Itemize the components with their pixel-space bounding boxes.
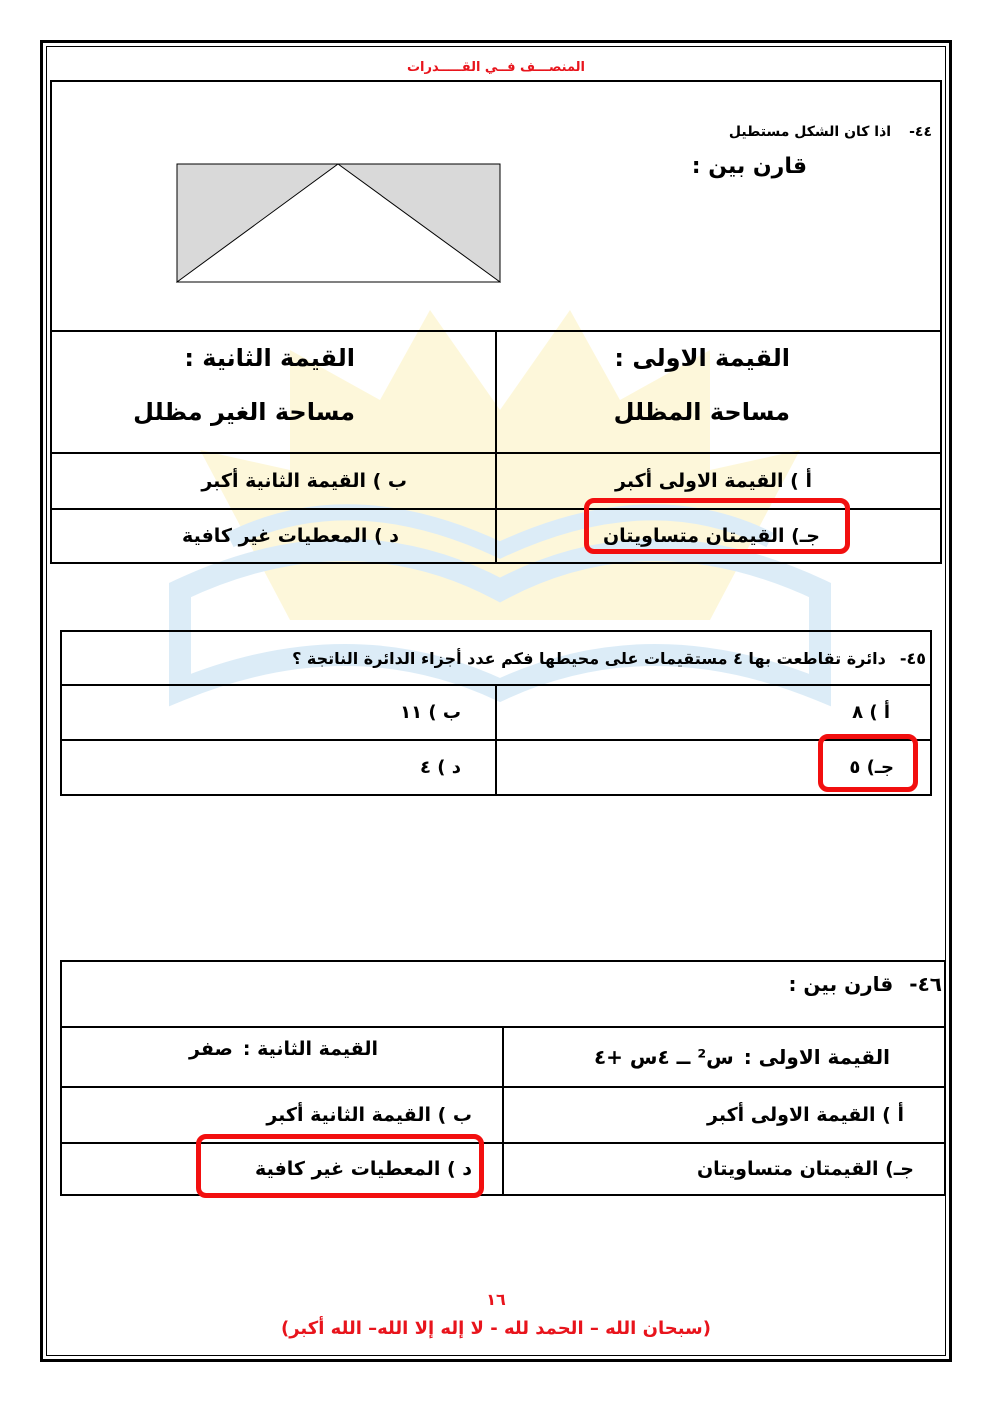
q44-compare-label: قارن بين :	[691, 154, 807, 179]
question-number: ٤٤-	[909, 124, 932, 140]
q45-question-cell	[61, 631, 931, 685]
question-number: ٤٥-	[899, 648, 926, 668]
question-text: دائرة تقاطعت بها ٤ مستقيمات على محيطها فكم عدد أجزاء الدائرة الناتجة ؟	[292, 648, 886, 668]
q46-answer-highlight	[196, 1134, 484, 1198]
q45-option-c[interactable]: جـ) ٥	[496, 740, 931, 795]
value2-text: مساحة الغير مظلل	[133, 398, 355, 426]
value2-text: صفر	[189, 1038, 233, 1060]
q44-prompt-line	[729, 124, 932, 140]
q45-option-a[interactable]: أ ) ٨	[496, 685, 931, 740]
q44-answer-highlight	[584, 498, 850, 554]
q46-option-b[interactable]: ب ) القيمة الثانية أكبر	[61, 1087, 503, 1143]
page-number: ١٦	[486, 1290, 506, 1309]
rectangle-triangle-figure	[176, 163, 501, 283]
value2-label: القيمة الثانية :	[242, 1038, 378, 1060]
q45-options-table	[60, 630, 932, 796]
page-header: المنصـــف فــي القـــــدرات	[406, 60, 585, 75]
value1-expression: س² ــ ٤س +٤	[593, 1045, 734, 1069]
footer-dhikr: (سبحان الله – الحمد لله - لا إله إلا الله– الله أكبر)	[281, 1318, 711, 1339]
q46-value1-cell	[503, 1027, 945, 1087]
q44-option-a[interactable]: أ ) القيمة الاولى أكبر	[496, 453, 941, 509]
question-number: ٤٦-	[909, 972, 942, 996]
q44-option-d[interactable]: د ) المعطيات غير كافية	[51, 509, 496, 563]
value1-label: القيمة الاولى :	[614, 344, 790, 372]
value2-label: القيمة الثانية :	[184, 344, 355, 372]
compare-label: قارن بين :	[788, 972, 894, 996]
q45-option-d[interactable]: د ) ٤	[61, 740, 496, 795]
value1-text: مساحة المظلل	[613, 398, 790, 426]
q45-option-b[interactable]: ب ) ١١	[61, 685, 496, 740]
q46-compare-cell	[61, 961, 945, 1027]
q46-option-c[interactable]: جـ) القيمتان متساويتان	[503, 1143, 945, 1195]
q46-options-table	[60, 960, 946, 1196]
value1-label: القيمة الاولى :	[743, 1045, 890, 1069]
q44-option-c[interactable]: جـ) القيمتان متساويتان	[496, 509, 941, 563]
q46-value2-cell	[61, 1027, 503, 1087]
q44-value1-cell	[496, 331, 941, 453]
q46-option-a[interactable]: أ ) القيمة الاولى أكبر	[503, 1087, 945, 1143]
q45-answer-highlight	[818, 734, 918, 792]
question-text: اذا كان الشكل مستطيل	[728, 124, 892, 140]
q46-option-d[interactable]: د ) المعطيات غير كافية	[61, 1143, 503, 1195]
q44-option-b[interactable]: ب ) القيمة الثانية أكبر	[51, 453, 496, 509]
q44-value2-cell	[51, 331, 496, 453]
